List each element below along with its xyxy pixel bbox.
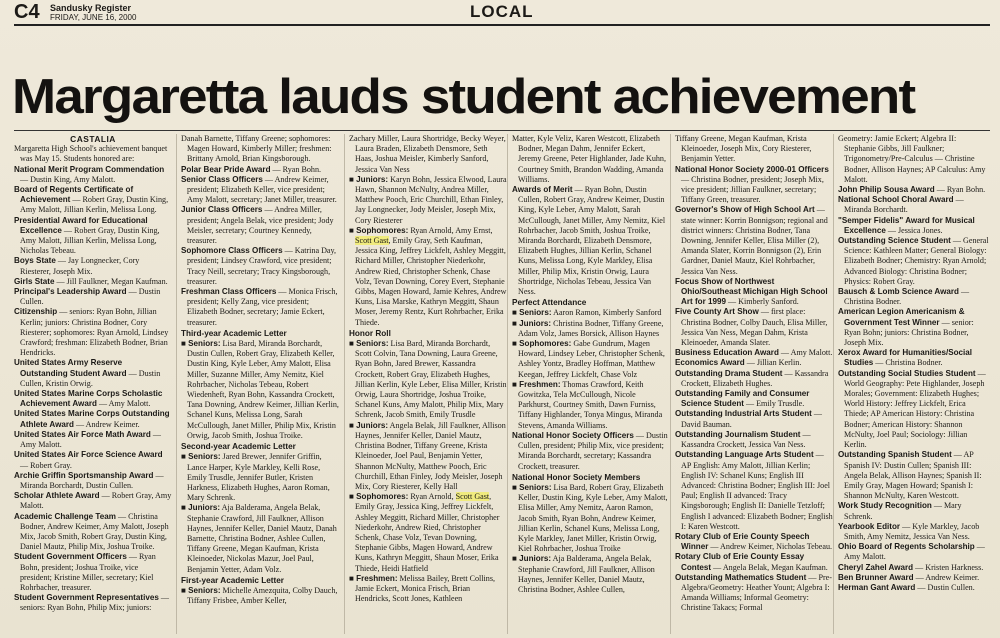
- entry-heading: Outstanding Journalism Student: [675, 429, 801, 439]
- entry-text: Lisa Bard, Miranda Borchardt, Scott Colvin, Tana Downing, Laura Greene, Ryan Bohn, Jared Brewer, Kassandra Crockett, Robert Gray, Elizabeth Hughes, Jillian Kerlin, Kyle Leber, Elisa Miller, Kristin Orwig, Laura Shortridge, Joshua Troike, Schanel Kuns, Amy Malott, Philip Mix, Mary Schrenk, Jacob Smith, Emily Trusdle: [355, 339, 507, 420]
- award-entry: [512, 483, 670, 554]
- entry-text: — Dustin Cullen.: [915, 582, 975, 592]
- award-entry: [14, 165, 172, 185]
- entry-text: — Dustin Cullen.: [20, 287, 161, 307]
- award-entry: [512, 431, 670, 472]
- award-entry: [838, 522, 990, 542]
- entry-heading: Student Government Representatives: [14, 593, 159, 603]
- award-entry: [675, 389, 833, 409]
- entry-text: Aja Balderama, Angela Belak, Stephanie Crawford, Jill Faulkner, Allison Haynes, Jennifer Keller, Daniel Mautz, Christina Bodner, Ashlee Cullen,: [518, 554, 655, 594]
- award-entry: [838, 216, 990, 236]
- award-entry: [14, 430, 172, 450]
- entry-text: Margaretta High School's achievement banquet was May 15. Students honored are:: [14, 144, 168, 164]
- award-entry: [14, 409, 172, 429]
- entry-heading: Archie Griffin Sportsmanship Award: [14, 470, 154, 480]
- entry-heading: United States Marine Corps Outstanding Athlete Award: [14, 409, 170, 429]
- award-entry: [181, 287, 339, 328]
- entry-heading: National Merit Program Commendation: [14, 164, 165, 174]
- entry-text: — Dustin Cullen, president; Philip Mix, vice president; Miranda Borchardt, secretary; Kassandra Crockett, treasurer.: [518, 430, 668, 471]
- award-entry: [675, 307, 833, 348]
- entry-heading: Student Government Officers: [14, 552, 127, 562]
- award-entry: [14, 277, 172, 287]
- article-column-5: [675, 134, 833, 636]
- award-entry: [181, 503, 339, 574]
- column-divider: [833, 134, 834, 634]
- entry-heading: American Legion Americanism & Government Test Winner: [838, 307, 965, 327]
- entry-text: Danah Barnette, Tiffany Greene; sophomores: Magen Howard, Kimberly Miller; freshmen: Brittany Arnold, Brian Kingsborough.: [181, 134, 332, 164]
- entry-heading: Outstanding Language Arts Student: [675, 450, 814, 460]
- entry-heading: United States Army Reserve Outstanding Student Award: [14, 358, 127, 378]
- entry-text: — Andrew Keimer.: [913, 572, 980, 582]
- entry-text: , Emily Gray, Seth Kaufman, Jessica King, Jeffrey Lickfelt, Ashley Meggitt, Richard Miller, Christopher Niederkohr, Andrew Ried, Christopher Schenk, Chase Volz, Tevan Downing, Corey Evert, Stephanie Gibbs, Magen Howard, Jamie Kehres, Andrew Kuns, Lisa Marske, Kathryn Meggitt, Shaun Moser, Jeremy Rentz, Kurt Rohrbacher, Erika Thiede.: [355, 236, 507, 327]
- award-entry: [675, 573, 833, 614]
- entry-heading: ■ Juniors:: [349, 174, 389, 184]
- entry-heading: Bausch & Lomb Science Award: [838, 287, 959, 297]
- award-entry: [838, 195, 990, 215]
- award-entry: [838, 185, 990, 195]
- page-number: C4: [14, 1, 40, 23]
- entry-text: — Katrina Day, president; Lindsey Crawford, vice president; Tracy Neill, secretary; Tracy Kingsborough, treasurer.: [187, 246, 337, 286]
- entry-heading: Honor Roll: [349, 328, 391, 338]
- award-entry: [675, 134, 833, 165]
- entry-heading: First-year Academic Letter: [181, 575, 284, 585]
- award-entry: [349, 329, 507, 339]
- entry-heading: Principal's Leadership Award: [14, 287, 127, 297]
- entry-heading: ■ Juniors:: [349, 420, 389, 430]
- page-header: [14, 2, 990, 66]
- entry-heading: Outstanding Spanish Student: [838, 450, 952, 460]
- entry-heading: ■ Freshmen:: [512, 379, 561, 389]
- article-column-6: [838, 134, 990, 636]
- entry-text: — Jessica Jones.: [885, 225, 943, 235]
- entry-heading: John Philip Sousa Award: [838, 185, 935, 195]
- entry-heading: Third-year Academic Letter: [181, 328, 287, 338]
- entry-text: — Andrew Keimer, Nicholas Tebeau.: [708, 542, 833, 552]
- award-entry: [14, 185, 172, 216]
- award-entry: [838, 583, 990, 593]
- entry-heading: ■ Seniors:: [181, 339, 221, 349]
- column-divider: [344, 134, 345, 634]
- award-entry: [349, 134, 507, 175]
- entry-heading: Yearbook Editor: [838, 521, 901, 531]
- entry-heading: Outstanding Social Studies Student: [838, 368, 976, 378]
- award-entry: [675, 450, 833, 532]
- header-rule: [14, 24, 990, 26]
- award-entry: [14, 358, 172, 389]
- entry-heading: Board of Regents Certificate of Achievement: [14, 185, 134, 205]
- award-entry: [512, 554, 670, 595]
- award-entry: [181, 134, 339, 165]
- entry-heading: Junior Class Officers: [181, 205, 263, 215]
- award-entry: [349, 492, 507, 574]
- entry-heading: United States Air Force Science Award: [14, 450, 163, 460]
- award-entry: [181, 586, 339, 606]
- entry-heading: Perfect Attendance: [512, 298, 587, 308]
- article-column-1: [14, 134, 172, 636]
- entry-heading: Governor's Show of High School Art: [675, 205, 815, 215]
- entry-text: — Monica Frisch, president; Kelly Zang, vice president; Elizabeth Bodner, secretary; Jamie Eckert, treasurer.: [187, 287, 338, 327]
- award-entry: [838, 573, 990, 583]
- entry-text: — Andrew Keimer.: [73, 419, 140, 429]
- entry-text: — seniors: Ryan Bohn, Jillian Kerlin; juniors: Christina Bodner, Cory Riesterer; sophomores: Ryan Arnold, Lindsey Crawford; freshman: Elizabeth Bodner, Brian Hendricks.: [20, 307, 169, 358]
- entry-text: Thomas Crawford, Keith Gowitzka, Tela McCullough, Nicole Parkhurst, Courtney Smith, Dawn Furniss, Tiffany Highlander, Tonya Mingus, Miranda Stevens, Amanda Williams.: [518, 379, 663, 430]
- award-entry: [14, 491, 172, 511]
- column-divider: [176, 134, 177, 634]
- entry-text: Lisa Bard, Miranda Borchardt, Dustin Cullen, Robert Gray, Elizabeth Keller, Dustin King, Kyle Leber, Amy Malott, Elisa Miller, Suzanne Miller, Amy Nemitz, Kiel Rohrbacher, Nicholas Tebeau, Robert Wiedenheft, Ryan Bohn, Kassandra Crockett, Tana Downing, Andrew Keimer, Jillian Kerlin, Schanel Kuns, Melissa Long, Sarah McCullough, Janet Miller, Philip Mix, Kristin Orwig, Jacob Smith, Joshua Troike.: [187, 339, 339, 440]
- entry-heading: Five County Art Show: [675, 307, 759, 317]
- award-entry: [512, 185, 670, 297]
- award-entry: [14, 389, 172, 409]
- entry-text: Aja Balderama, Angela Belak, Stephanie Crawford, Jill Faulkner, Allison Haynes, Jennifer Keller, Daniel Mautz, Danah Barnette, Christina Bodner, Ashlee Cullen, Tiffany Greene, Megan Kaufman, Krista Kleinoeder, Nickolas Mazur, Joel Paul, Benjamin Yetter, Adam Volz.: [187, 503, 337, 574]
- award-entry: [838, 369, 990, 451]
- issue-date: FRIDAY, JUNE 16, 2000: [50, 13, 137, 22]
- entry-heading: National Honor Society Members: [512, 472, 641, 482]
- award-entry: [675, 165, 833, 206]
- entry-text: Aaron Ramon, Kimberly Sanford: [551, 308, 662, 318]
- award-entry: [675, 409, 833, 429]
- entry-heading: Ben Brunner Award: [838, 572, 914, 582]
- award-entry: [675, 532, 833, 552]
- entry-heading: National Honor Society 2000-01 Officers: [675, 164, 829, 174]
- award-entry: [512, 339, 670, 380]
- entry-heading: Senior Class Officers: [181, 174, 263, 184]
- award-entry: [512, 134, 670, 185]
- entry-text: — Emily Trusdle.: [743, 399, 805, 409]
- award-entry: [675, 205, 833, 276]
- entry-heading: ■ Seniors:: [512, 482, 552, 492]
- award-entry: [14, 256, 172, 276]
- entry-text: — Dustin Cullen, Kristin Orwig.: [20, 368, 161, 388]
- entry-heading: Outstanding Industrial Arts Student: [675, 409, 812, 419]
- entry-text: , Emily Gray, Jessica King, Jeffrey Lickfelt, Ashley Meggitt, Richard Miller, Christopher Niederkohr, Andrew Ried, Christopher Schenk, Chase Volz, Tevan Downing, Stephanie Gibbs, Magen Howard, Andrew Kuns, Kathryn Meggitt, Shaun Moser, Erika Thiede, Heidi Hatfield: [355, 492, 500, 573]
- entry-text: — Andrea Miller, president; Angela Belak, vice president; Jody Meisler, secretary; Courtney Kennedy, treasurer.: [187, 205, 334, 246]
- award-entry: [349, 175, 507, 226]
- entry-text: — Miranda Borchardt.: [844, 195, 964, 215]
- entry-heading: United States Marine Corps Scholastic Achievement Award: [14, 389, 163, 409]
- award-entry: [838, 450, 990, 501]
- entry-text: — Amy Malott.: [778, 348, 833, 358]
- award-entry: [181, 205, 339, 246]
- award-entry: [14, 450, 172, 470]
- entry-heading: Second-year Academic Letter: [181, 442, 296, 452]
- award-entry: [181, 246, 339, 287]
- award-entry: [838, 134, 990, 185]
- entry-text: — Christina Bodner, president; Joseph Mix, vice president; Jillian Faulkner, secretary; Tiffany Green, treasurer.: [681, 174, 824, 205]
- entry-text: Geometry: Jamie Eckert; Algebra II: Stephanie Gibbs, Jill Faulkner; Trigonometry/Pre-Calculus — Christine Bodner, Allison Haynes; AP Calculus: Amy Malott.: [838, 134, 986, 184]
- entry-text: — Robert Gray, Dustin King, Amy Malott, Jillian Kerlin, Melissa Long.: [20, 195, 169, 215]
- award-entry: [181, 329, 339, 339]
- entry-heading: ■ Sophomores:: [349, 492, 409, 502]
- entry-heading: ■ Seniors:: [181, 585, 221, 595]
- entry-text: — World Geography: Pete Highlander, Joseph Morales; Government: Elizabeth Hughes; World History: Jeffrey Lickfelt, Erica Thiede; AP American History: Christina Bodner; American History: Shannon McNulty, Joel Paul; Sociology: Jillian Kerlin.: [844, 368, 986, 450]
- entry-heading: ■ Juniors:: [181, 503, 221, 513]
- award-entry: [14, 552, 172, 593]
- article-column-3: [349, 134, 507, 636]
- entry-text: — Amy Malott.: [20, 429, 161, 450]
- entry-text: Ryan Arnold, Amy Ernst,: [408, 225, 493, 235]
- entry-heading: Herman Gant Award: [838, 582, 916, 592]
- award-entry: [838, 501, 990, 521]
- entry-heading: ■ Juniors:: [512, 318, 552, 328]
- award-entry: [349, 421, 507, 492]
- entry-text: — Angela Belak, Megan Kaufman.: [711, 562, 828, 572]
- entry-heading: Business Education Award: [675, 348, 779, 358]
- award-entry: [181, 175, 339, 206]
- entry-text: — Christina Bodner, Andrew Keimer, Amy Malott, Joseph Mix, Jacob Smith, Robert Gray, Dustin King, Daniel Mautz, Philip Mix, Joshua Troike.: [20, 511, 169, 552]
- award-entry: [512, 380, 670, 431]
- award-entry: [181, 339, 339, 441]
- entry-heading: ■ Sophomores:: [512, 339, 572, 349]
- entry-heading: Citizenship: [14, 307, 58, 317]
- award-entry: [838, 542, 990, 562]
- award-entry: [838, 287, 990, 307]
- entry-text: Ryan Arnold,: [408, 492, 456, 502]
- award-entry: [675, 277, 833, 308]
- entry-text: Michelle Amezquita, Colby Dauch, Tiffany Frisbee, Amber Keller,: [187, 585, 338, 606]
- award-entry: [512, 298, 670, 308]
- award-entry: [14, 593, 172, 613]
- award-entry: [512, 473, 670, 483]
- entry-heading: Awards of Merit: [512, 185, 573, 195]
- headline-rule: [14, 130, 990, 131]
- entry-heading: ■ Seniors:: [512, 308, 552, 318]
- entry-text: Karyn Bohn, Jessica Elwood, Laura Hawn, Shannon McNulty, Andrea Miller, Matthew Pooch, Eric Churchill, Ethan Finley, Jay Longnecker, Jody Meisler, Joseph Mix, Cory Riesterer: [355, 174, 507, 225]
- entry-text: — Ryan Bohn, Dustin Cullen, Robert Gray, Andrew Keimer, Dustin King, Kyle Leber, Amy Malott, Sarah McCullough, Janet Miller, Amy Nemitz, Kiel Rohrbacher, Jacob Smith, Joshua Troike, Miranda Borchardt, Elizabeth Densmore, Elizabeth Hughes, Jillian Kerlin, Schanel Kuns, Melissa Long, Kyle Markley, Elisa Miller, Philip Mix, Kristin Orwig, Laura Shortridge, Nicholas Tebeau, Jessica Van Ness.: [518, 185, 666, 297]
- entry-text: — Amy Malott.: [844, 542, 985, 562]
- entry-heading: ■ Sophomores:: [349, 225, 409, 235]
- entry-heading: Work Study Recognition: [838, 501, 932, 511]
- award-entry: [675, 348, 833, 358]
- award-entry: [675, 430, 833, 450]
- award-entry: [181, 442, 339, 452]
- entry-text: Melissa Bailey, Brett Collins, Jamie Eckert, Monica Frisch, Brian Hendricks, Scott Jones, Kathleen: [355, 573, 496, 604]
- award-entry: [181, 165, 339, 175]
- entry-text: Jared Brewer, Jennifer Griffin, Lance Harper, Kyle Markley, Kelli Rose, Emily Trusdle, Jennifer Butler, Kristen Harkness, Elizabeth Hughes, Aaron Roman, Mary Schrenk.: [187, 452, 330, 503]
- entry-text: Zachary Miller, Laura Shortridge, Becky Weyer, Laura Braden, Elizabeth Densmore, Seth Haas, Joshua Meisler, Kimberly Sanford, Jessica Van Ness: [349, 134, 506, 174]
- entry-text: — AP English: Amy Malott, Jillian Kerlin; English IV: Schanel Kuns; English III Advanced: Christina Bodner; English III: Joel Paul; English II advanced: Tracy Kingsborough; English II: Danielle Tetzloff; English I advanced: Elizabeth Bodner; English I: Karen Westcott.: [681, 450, 833, 531]
- entry-heading: Girls State: [14, 276, 55, 286]
- award-entry: [14, 471, 172, 491]
- entry-text: — Kassandra Crockett, Jessica Van Ness.: [681, 429, 811, 450]
- award-entry: [838, 236, 990, 287]
- entry-text: Lisa Bard, Robert Gray, Elizabeth Keller, Dustin King, Kyle Leber, Amy Malott, Elisa Miller, Amy Nemitz, Aaron Ramon, Jacob Smith, Ryan Bohn, Andrew Keimer, Jillian Kerlin, Schanel Kuns, Melissa Long, Kyle Markley, Janet Miller, Kristin Orwig, Kiel Rohrbacher, Joshua Troike: [518, 482, 668, 554]
- award-entry: [675, 358, 833, 368]
- award-entry: [14, 216, 172, 257]
- award-entry: [838, 563, 990, 573]
- award-entry: [675, 369, 833, 389]
- entry-text: — Kimberly Sanford.: [725, 297, 799, 307]
- entry-heading: ■ Freshmen:: [349, 573, 398, 583]
- entry-heading: Polar Bear Pride Award: [181, 164, 271, 174]
- award-entry: [349, 339, 507, 421]
- headline: Margaretta lauds student achievement: [12, 70, 915, 124]
- entry-text: — Christina Bodner.: [873, 358, 943, 368]
- entry-text: — Dustin King, Amy Malott.: [20, 174, 116, 184]
- entry-heading: Presidential Award for Educational Excellence: [14, 215, 148, 235]
- section-label: LOCAL: [470, 2, 534, 21]
- entry-text: — General Science: Kathleen Matter; General Biology: Elizabeth Bodner; Chemistry: Ryan Arnold; Advanced Biology: Christina Bodner; Physics: Robert Gray.: [844, 236, 989, 286]
- entry-text: — Andrew Keimer, president; Elizabeth Keller, vice president; Amy Malott, secretary; Janet Miller, treasurer.: [187, 174, 337, 205]
- award-entry: [181, 452, 339, 503]
- entry-text: — Robert Gray, Amy Malott.: [20, 491, 172, 511]
- entry-heading: Academic Challenge Team: [14, 511, 116, 521]
- award-entry: [181, 576, 339, 586]
- entry-text: — David Bauman.: [681, 409, 822, 429]
- entry-text: Tiffany Greene, Megan Kaufman, Krista Kleinoeder, Joseph Mix, Cory Riesterer, Benjamin Yetter.: [675, 134, 812, 164]
- entry-text: — Jillian Kerlin.: [744, 358, 802, 368]
- entry-heading: Cheryl Zahel Award: [838, 562, 914, 572]
- entry-text: — Kyle Markley, Jacob Smith, Amy Nemitz, Jessica Van Ness.: [844, 521, 980, 541]
- entry-text: — AP Spanish IV: Dustin Cullen; Spanish III: Angela Belak, Allison Haynes; Spanish II: Emily Gray, Magen Howard; Spanish I: Shannon McNulty, Karen Westcott.: [844, 450, 982, 501]
- entry-text: — Christina Bodner.: [844, 287, 970, 307]
- entry-text: Christina Bodner, Tiffany Greene, Adam Volz, James Borsick, Allison Haynes: [518, 318, 664, 338]
- dateline: CASTALIA: [70, 134, 116, 144]
- entry-heading: Outstanding Drama Student: [675, 368, 783, 378]
- entry-heading: "Semper Fidelis" Award for Musical Excellence: [838, 215, 975, 235]
- award-entry: [838, 307, 990, 348]
- entry-heading: Outstanding Family and Consumer Science Student: [675, 389, 810, 409]
- entry-text: — Robert Gray.: [20, 460, 72, 470]
- entry-text: — Pre-Algebra/Geometry: Heather Yount; Algebra I: Amanda Williams; Informal Geometry: Christine Takacs; Formal: [681, 572, 832, 613]
- award-entry: [349, 226, 507, 328]
- entry-text: — Miranda Borchardt, Dustin Cullen.: [20, 470, 164, 490]
- column-divider: [670, 134, 671, 634]
- entry-heading: United States Air Force Math Award: [14, 429, 151, 439]
- award-entry: [349, 574, 507, 605]
- award-entry: [14, 287, 172, 307]
- award-entry: [14, 307, 172, 358]
- article-column-4: [512, 134, 670, 636]
- paper-name: Sandusky Register: [50, 3, 132, 13]
- entry-heading: Rotary Club of Erie County Essay Contest: [675, 552, 805, 572]
- highlighted-name: Scott Gast: [355, 236, 389, 246]
- entry-heading: Ohio Board of Regents Scholarship: [838, 542, 975, 552]
- entry-text: — first place: Christina Bodner, Colby Dauch, Elisa Miller, Jessica Van Ness, Megan Dahm, Krista Kleinoeder, Amanda Slater.: [681, 307, 828, 348]
- entry-text: — state winner: Korrin Bonnigson; regional and district winners: Christina Bodner, Tana Downing, Jennifer Keller, Elisa Miller (2), Amanda Slater, Korrin Bonnigson (2), Erin Gardner, Daniel Mautz, Kiel Rohrbacher, Jessica Van Ness.: [681, 205, 828, 276]
- entry-heading: National Honor Society Officers: [512, 430, 634, 440]
- entry-heading: Economics Award: [675, 358, 745, 368]
- entry-text: Angela Belak, Jill Faulkner, Allison Haynes, Jennifer Keller, Daniel Mautz, Christina Bodner, Tiffany Greene, Krista Kleinoeder, Joel Paul, Benjamin Yetter, Shannon McNulty, Matthew Pooch, Eric Churchill, Ethan Finley, Jody Meisler, Joseph Mix, Cory Riesterer, Kelly Hall: [355, 420, 506, 491]
- entry-heading: ■ Seniors:: [349, 339, 389, 349]
- entry-heading: Outstanding Science Student: [838, 236, 951, 246]
- entry-heading: Xerox Award for Humanities/Social Studies: [838, 348, 973, 368]
- entry-heading: Rotary Club of Erie County Speech Winner: [675, 531, 810, 552]
- entry-text: — senior: Ryan Bohn; juniors: Christina Bodner, Joseph Mix.: [844, 317, 974, 348]
- entry-text: — Jill Faulkner, Megan Kaufman.: [54, 276, 168, 286]
- entry-text: — Kristen Harkness.: [913, 562, 984, 572]
- entry-text: — seniors: Ryan Bohn, Philip Mix; juniors:: [20, 593, 169, 613]
- entry-text: Matter, Kyle Veliz, Karen Westcott, Elizabeth Bodner, Megan Dahm, Jennifer Eckert, Jeremy Greene, Peter Highlander, Jade Kuhn, Courtney Smith, Brandon Wadding, Amanda Williams.: [512, 134, 667, 184]
- entry-text: — Ryan Bohn, president; Joshua Troike, vice president; Kristine Miller, secretary; Kiel Rohrbacher, treasurer.: [20, 552, 156, 592]
- highlighted-name: Scott Gast: [455, 492, 490, 502]
- entry-heading: Boys State: [14, 256, 56, 266]
- entry-text: — Mary Schrenk.: [844, 501, 962, 521]
- entry-heading: ■ Juniors:: [512, 554, 552, 564]
- award-entry: [675, 552, 833, 572]
- entry-heading: National School Choral Award: [838, 195, 954, 205]
- entry-text: — Ryan Bohn.: [270, 164, 322, 174]
- award-entry: [512, 319, 670, 339]
- entry-heading: Focus Show of Northwest Ohio/Southeast Michigan High School Art for 1999: [675, 276, 828, 307]
- award-entry: [838, 348, 990, 368]
- article-column-2: [181, 134, 339, 636]
- award-entry: [14, 512, 172, 553]
- entry-text: — Ryan Bohn.: [934, 185, 986, 195]
- entry-text: — Robert Gray, Dustin King, Amy Malott, Jillian Kerlin, Melissa Long, Nicholas Tebeau.: [20, 225, 160, 256]
- entry-heading: Freshman Class Officers: [181, 287, 277, 297]
- entry-heading: Sophomore Class Officers: [181, 246, 283, 256]
- entry-text: — Amy Malott.: [96, 399, 151, 409]
- entry-text: Gabe Gundrum, Magen Howard, Lindsey Leber, Christopher Schenk, Ashley Yontz, Bradley Hoffman, Matthew Keegan, Jeffrey Lickfelt, Chase Volz: [518, 339, 665, 379]
- entry-heading: ■ Seniors:: [181, 452, 221, 462]
- award-entry: [512, 308, 670, 318]
- column-divider: [507, 134, 508, 634]
- entry-heading: Outstanding Mathematics Student: [675, 572, 807, 582]
- entry-text: — Jay Longnecker, Cory Riesterer, Joseph Mix.: [20, 256, 140, 276]
- entry-heading: Scholar Athlete Award: [14, 491, 100, 501]
- award-entry: [14, 144, 172, 164]
- entry-text: — Kassandra Crockett, Elizabeth Hughes.: [681, 368, 829, 388]
